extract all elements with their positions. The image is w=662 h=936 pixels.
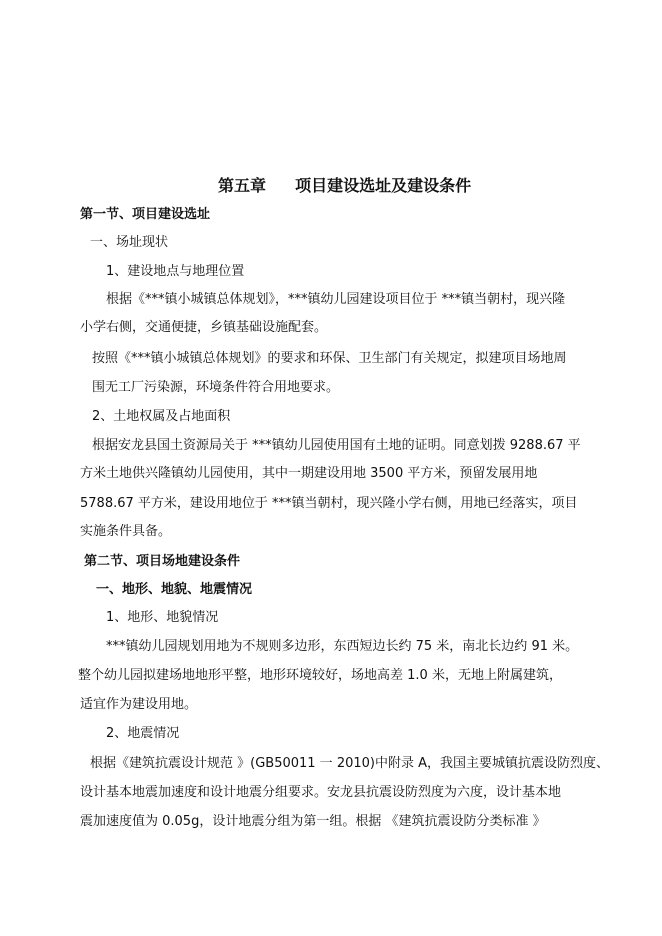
item-heading: 1、地形、地貌情况: [106, 610, 219, 625]
paragraph-line: 整个幼儿园拟建场地地形平整，地形环境较好，场地高差 1.0 米，无地上附属建筑，: [78, 668, 562, 683]
chapter-name: 项目建设选址及建设条件: [295, 176, 472, 195]
paragraph-line: 5788.67 平方米，建设用地位于 ***镇当朝村，现兴隆小学右侧，用地已经落实，项目: [80, 496, 578, 511]
paragraph-line: 根据《建筑抗震设计规范 》(GB50011 一 2010)中附录 A，我国主要城镇抗震设防烈度、: [90, 756, 609, 771]
item-heading: 2、地震情况: [106, 726, 180, 741]
paragraph-line: 按照《***镇小城镇总体规划》的要求和环保、卫生部门有关规定，拟建项目场地周: [92, 351, 567, 366]
chapter-number: 第五章: [218, 176, 267, 195]
paragraph-line: 围无工厂污染源，环境条件符合用地要求。: [92, 380, 340, 395]
subsection-heading: 一、场址现状: [90, 235, 169, 250]
paragraph-line: 根据《***镇小城镇总体规划》，***镇幼儿园建设项目位于 ***镇当朝村，现兴隆: [106, 292, 566, 307]
section-heading: 第一节、项目建设选址: [80, 207, 211, 222]
paragraph-line: 适宜作为建设用地。: [80, 697, 198, 712]
paragraph-line: 方米土地供兴隆镇幼儿园使用，其中一期建设用地 3500 平方米，预留发展用地: [80, 466, 538, 481]
paragraph-line: ***镇幼儿园规划用地为不规则多边形，东西短边长约 75 米，南北长边约 91 米。: [106, 639, 579, 654]
paragraph-line: 实施条件具备。: [80, 524, 172, 539]
paragraph-line: 根据安龙县国土资源局关于 ***镇幼儿园使用国有土地的证明。同意划拨 9288.67 平: [92, 438, 581, 453]
paragraph-line: 小学右侧，交通便捷，乡镇基础设施配套。: [80, 320, 328, 335]
paragraph-line: 设计基本地震加速度和设计地震分组要求。安龙县抗震设防烈度为六度，设计基本地: [80, 785, 562, 800]
paragraph-line: 震加速度值为 0.05g，设计地震分组为第一组。根据 《建筑抗震设防分类标准 》: [80, 814, 546, 829]
subsection-heading: 一、地形、地貌、地震情况: [96, 582, 253, 597]
section-heading: 第二节、项目场地建设条件: [84, 554, 241, 569]
chapter-title: [218, 176, 471, 196]
item-heading: 1、建设地点与地理位置: [106, 264, 245, 279]
item-heading: 2、土地权属及占地面积: [92, 409, 231, 424]
